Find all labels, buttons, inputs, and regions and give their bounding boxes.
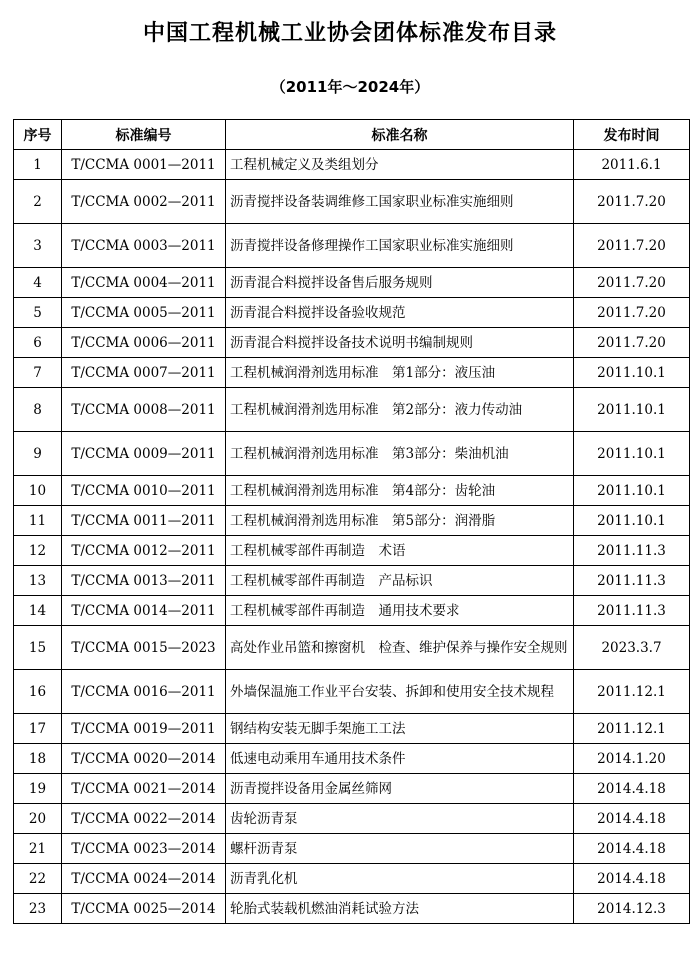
row-publish-date: 2014.1.20 [574, 744, 690, 774]
row-publish-date: 2011.7.20 [574, 224, 690, 268]
row-publish-date: 2011.10.1 [574, 476, 690, 506]
row-standard-name: 沥青搅拌设备用金属丝筛网 [226, 774, 574, 804]
row-standard-name: 高处作业吊篮和擦窗机 检查、维护保养与操作安全规则 [226, 626, 574, 670]
row-standard-name: 齿轮沥青泵 [226, 804, 574, 834]
row-standard-code: T/CCMA 0013—2011 [62, 566, 226, 596]
row-publish-date: 2011.7.20 [574, 180, 690, 224]
table-row [14, 388, 690, 432]
table-row [14, 744, 690, 774]
row-index: 21 [14, 834, 62, 864]
row-index: 13 [14, 566, 62, 596]
row-standard-name: 工程机械润滑剂选用标准 第2部分：液力传动油 [226, 388, 574, 432]
table-row [14, 432, 690, 476]
header-index: 序号 [14, 120, 62, 150]
row-standard-name: 沥青乳化机 [226, 864, 574, 894]
table-row [14, 476, 690, 506]
row-publish-date: 2014.4.18 [574, 834, 690, 864]
row-publish-date: 2011.11.3 [574, 566, 690, 596]
row-index: 9 [14, 432, 62, 476]
table-row [14, 566, 690, 596]
row-standard-name: 沥青混合料搅拌设备验收规范 [226, 298, 574, 328]
row-index: 14 [14, 596, 62, 626]
table-row [14, 268, 690, 298]
row-standard-name: 外墙保温施工作业平台安装、拆卸和使用安全技术规程 [226, 670, 574, 714]
row-standard-name: 轮胎式装载机燃油消耗试验方法 [226, 894, 574, 924]
row-publish-date: 2011.10.1 [574, 432, 690, 476]
row-standard-name: 螺杆沥青泵 [226, 834, 574, 864]
row-index: 6 [14, 328, 62, 358]
page-subtitle: （2011年～2024年） [270, 78, 430, 96]
row-publish-date: 2011.12.1 [574, 670, 690, 714]
row-index: 1 [14, 150, 62, 180]
row-standard-name: 工程机械零部件再制造 术语 [226, 536, 574, 566]
table-row [14, 670, 690, 714]
row-publish-date: 2011.11.3 [574, 596, 690, 626]
row-standard-code: T/CCMA 0006—2011 [62, 328, 226, 358]
row-standard-code: T/CCMA 0015—2023 [62, 626, 226, 670]
row-publish-date: 2023.3.7 [574, 626, 690, 670]
row-standard-name: 沥青搅拌设备修理操作工国家职业标准实施细则 [226, 224, 574, 268]
header-date: 发布时间 [574, 120, 690, 150]
row-standard-code: T/CCMA 0009—2011 [62, 432, 226, 476]
row-index: 15 [14, 626, 62, 670]
row-index: 18 [14, 744, 62, 774]
row-index: 3 [14, 224, 62, 268]
row-standard-name: 低速电动乘用车通用技术条件 [226, 744, 574, 774]
row-standard-name: 工程机械定义及类组划分 [226, 150, 574, 180]
header-code: 标准编号 [62, 120, 226, 150]
row-standard-code: T/CCMA 0012—2011 [62, 536, 226, 566]
row-publish-date: 2011.10.1 [574, 506, 690, 536]
table-header-row [14, 120, 690, 150]
standards-table [13, 119, 690, 924]
row-index: 22 [14, 864, 62, 894]
row-standard-code: T/CCMA 0020—2014 [62, 744, 226, 774]
row-index: 11 [14, 506, 62, 536]
row-standard-code: T/CCMA 0007—2011 [62, 358, 226, 388]
row-standard-code: T/CCMA 0002—2011 [62, 180, 226, 224]
row-publish-date: 2011.10.1 [574, 388, 690, 432]
row-standard-name: 工程机械润滑剂选用标准 第3部分：柴油机油 [226, 432, 574, 476]
row-standard-code: T/CCMA 0011—2011 [62, 506, 226, 536]
row-standard-name: 钢结构安装无脚手架施工工法 [226, 714, 574, 744]
table-row [14, 864, 690, 894]
table-row [14, 180, 690, 224]
row-standard-code: T/CCMA 0021—2014 [62, 774, 226, 804]
row-index: 16 [14, 670, 62, 714]
row-standard-name: 沥青混合料搅拌设备技术说明书编制规则 [226, 328, 574, 358]
table-row [14, 714, 690, 744]
table-body [14, 150, 690, 924]
table-row [14, 150, 690, 180]
row-publish-date: 2011.11.3 [574, 536, 690, 566]
row-publish-date: 2011.12.1 [574, 714, 690, 744]
row-publish-date: 2014.4.18 [574, 864, 690, 894]
table-row [14, 804, 690, 834]
table-row [14, 358, 690, 388]
table-row [14, 536, 690, 566]
row-index: 19 [14, 774, 62, 804]
row-index: 23 [14, 894, 62, 924]
row-publish-date: 2014.4.18 [574, 804, 690, 834]
row-index: 2 [14, 180, 62, 224]
row-standard-code: T/CCMA 0008—2011 [62, 388, 226, 432]
table-row [14, 224, 690, 268]
table-row [14, 834, 690, 864]
row-standard-code: T/CCMA 0024—2014 [62, 864, 226, 894]
row-standard-code: T/CCMA 0019—2011 [62, 714, 226, 744]
row-index: 12 [14, 536, 62, 566]
row-standard-code: T/CCMA 0022—2014 [62, 804, 226, 834]
row-standard-name: 工程机械零部件再制造 通用技术要求 [226, 596, 574, 626]
table-row [14, 298, 690, 328]
page-title: 中国工程机械工业协会团体标准发布目录 [142, 21, 557, 46]
table-row [14, 506, 690, 536]
row-standard-code: T/CCMA 0023—2014 [62, 834, 226, 864]
row-standard-code: T/CCMA 0005—2011 [62, 298, 226, 328]
row-standard-name: 工程机械润滑剂选用标准 第4部分：齿轮油 [226, 476, 574, 506]
table-row [14, 328, 690, 358]
row-standard-code: T/CCMA 0004—2011 [62, 268, 226, 298]
row-standard-code: T/CCMA 0010—2011 [62, 476, 226, 506]
row-publish-date: 2014.12.3 [574, 894, 690, 924]
table-row [14, 894, 690, 924]
row-standard-code: T/CCMA 0003—2011 [62, 224, 226, 268]
row-standard-name: 沥青混合料搅拌设备售后服务规则 [226, 268, 574, 298]
row-index: 20 [14, 804, 62, 834]
row-publish-date: 2011.7.20 [574, 298, 690, 328]
row-index: 5 [14, 298, 62, 328]
row-index: 10 [14, 476, 62, 506]
row-standard-code: T/CCMA 0025—2014 [62, 894, 226, 924]
row-index: 8 [14, 388, 62, 432]
table-row [14, 774, 690, 804]
row-publish-date: 2011.6.1 [574, 150, 690, 180]
table-row [14, 626, 690, 670]
row-publish-date: 2011.7.20 [574, 268, 690, 298]
table-row [14, 596, 690, 626]
row-standard-code: T/CCMA 0016—2011 [62, 670, 226, 714]
row-index: 4 [14, 268, 62, 298]
row-publish-date: 2011.7.20 [574, 328, 690, 358]
row-publish-date: 2014.4.18 [574, 774, 690, 804]
row-standard-name: 工程机械润滑剂选用标准 第1部分：液压油 [226, 358, 574, 388]
row-index: 17 [14, 714, 62, 744]
row-standard-code: T/CCMA 0014—2011 [62, 596, 226, 626]
row-index: 7 [14, 358, 62, 388]
row-standard-name: 工程机械润滑剂选用标准 第5部分：润滑脂 [226, 506, 574, 536]
row-standard-code: T/CCMA 0001—2011 [62, 150, 226, 180]
row-publish-date: 2011.10.1 [574, 358, 690, 388]
row-standard-name: 沥青搅拌设备装调维修工国家职业标准实施细则 [226, 180, 574, 224]
header-name: 标准名称 [226, 120, 574, 150]
row-standard-name: 工程机械零部件再制造 产品标识 [226, 566, 574, 596]
